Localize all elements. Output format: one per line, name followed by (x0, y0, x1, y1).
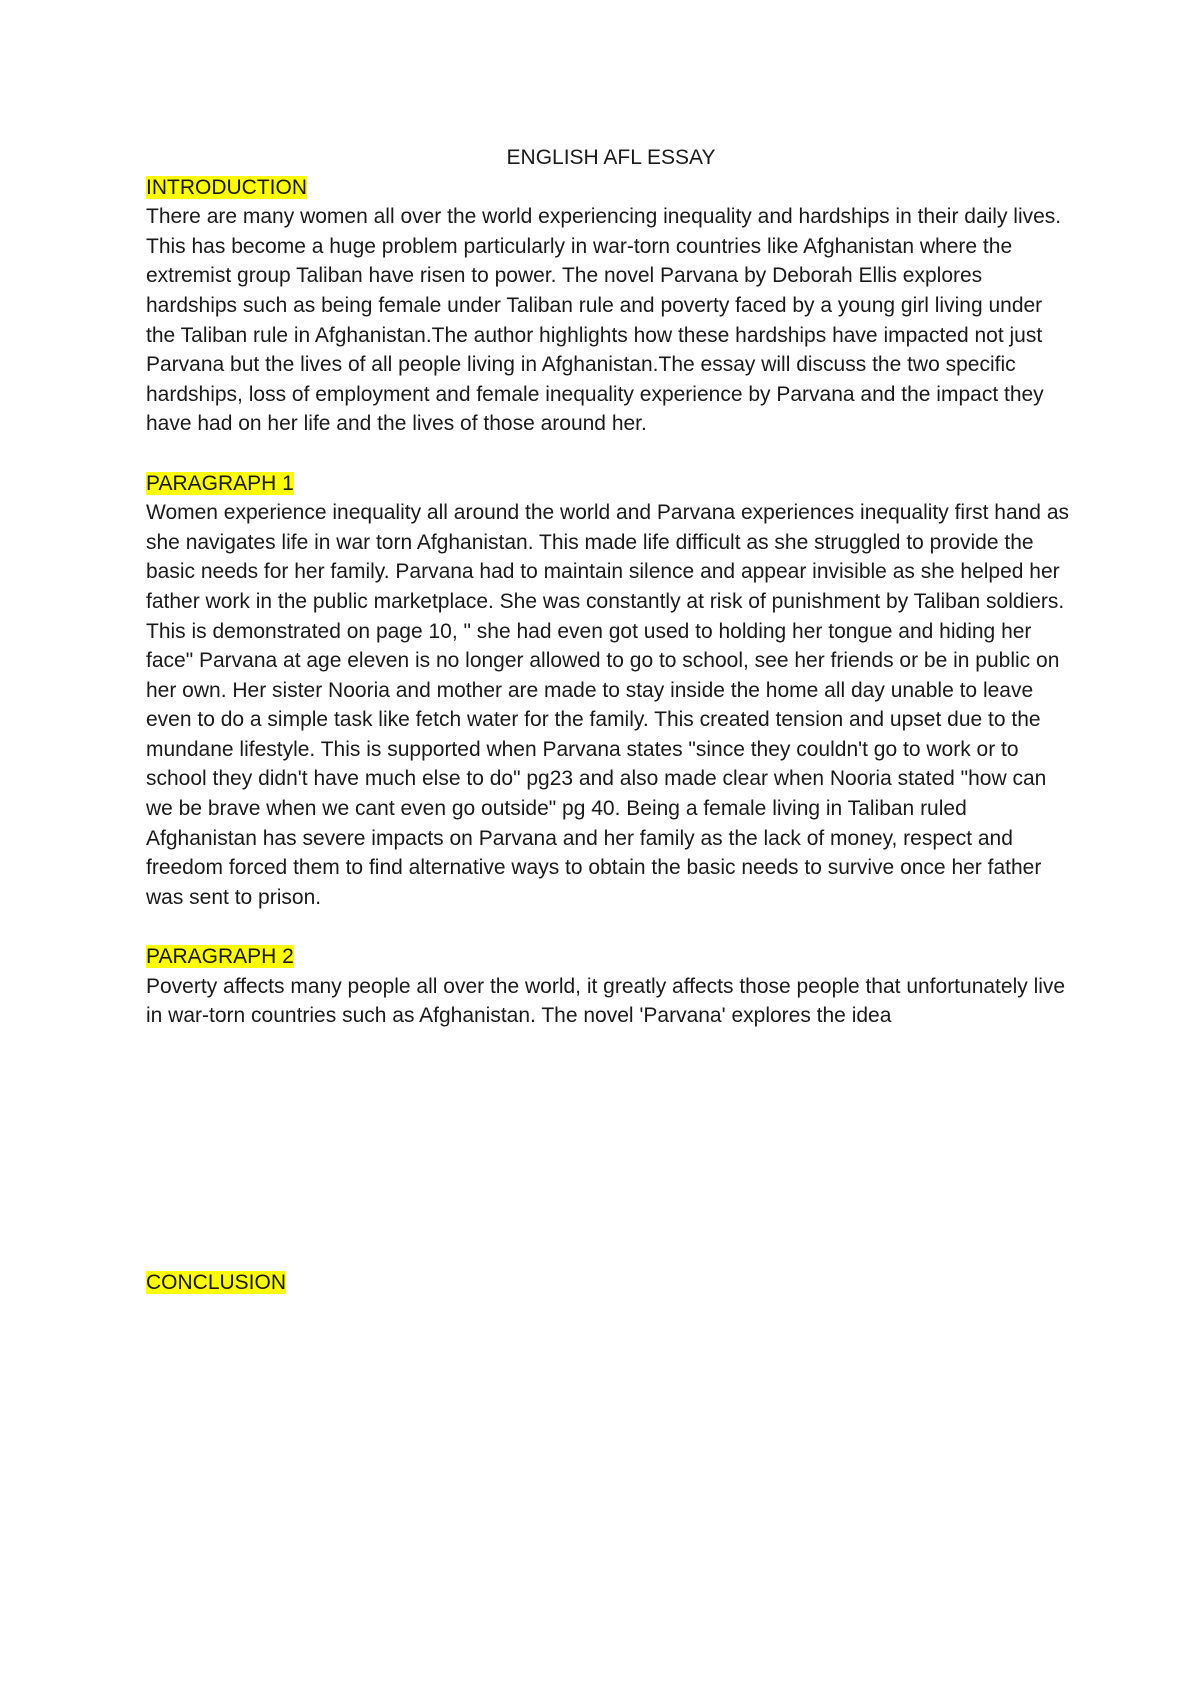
document-title: ENGLISH AFL ESSAY (506, 146, 716, 169)
heading-highlight: PARAGRAPH 2 (146, 945, 294, 969)
paragraph-1-text: Women experience inequality all around the world and Parvana experiences inequality first hand as she navigates life in war torn Afghanistan. This made life difficult as she struggled to provide the basic needs for her family. Parvana had to maintain silence and appear invisible as she helped her father work in the public marketplace. She was constantly at risk of punishment by Taliban soldiers. This is demonstrated on page 10, " she had even got used to holding her tongue and hiding her face" Parvana at age eleven is no longer allowed to go to school, see her friends or be in public on her own. Her sister Nooria and mother are made to stay inside the home all day unable to leave even to do a simple task like fetch water for the family. This created tension and upset due to the mundane lifestyle. This is supported when Parvana states "since they couldn't go to work or to school they didn't have much else to do" pg23 and also made clear when Nooria stated "how can we be brave when we cant even go outside" pg 40. Being a female living in Taliban ruled Afghanistan has severe impacts on Parvana and her family as the lack of money, respect and freedom forced them to find alternative ways to obtain the basic needs to survive once her father was sent to prison. (146, 501, 1069, 909)
blank-space (146, 1031, 1076, 1268)
heading-highlight: INTRODUCTION (146, 175, 307, 199)
section-heading-conclusion (146, 1268, 1076, 1298)
section-heading-paragraph-2 (146, 942, 1076, 972)
section-heading-introduction (146, 173, 1076, 203)
paragraph-spacer (146, 912, 1076, 942)
heading-highlight: CONCLUSION (146, 1270, 287, 1294)
paragraph-2-text: Poverty affects many people all over the world, it greatly affects those people that unfortunately live in war-torn countries such as Afghanistan. The novel 'Parvana' explores the idea (146, 974, 1066, 1028)
document-content (146, 143, 1076, 1297)
introduction-text: There are many women all over the world experiencing inequality and hardships in their daily lives. This has become a huge problem particularly in war-torn countries like Afghanistan where the extremist group Taliban have risen to power. The novel Parvana by Deborah Ellis explores hardships such as being female under Taliban rule and poverty faced by a young girl living under the Taliban rule in Afghanistan.The author highlights how these hardships have impacted not just Parvana but the lives of all people living in Afghanistan.The essay will discuss the two specific hardships, loss of employment and female inequality experience by Parvana and the impact they have had on her life and the lives of those around her. (146, 205, 1062, 436)
section-heading-paragraph-1 (146, 469, 1076, 499)
paragraph-spacer (146, 439, 1076, 469)
heading-highlight: PARAGRAPH 1 (146, 471, 294, 495)
